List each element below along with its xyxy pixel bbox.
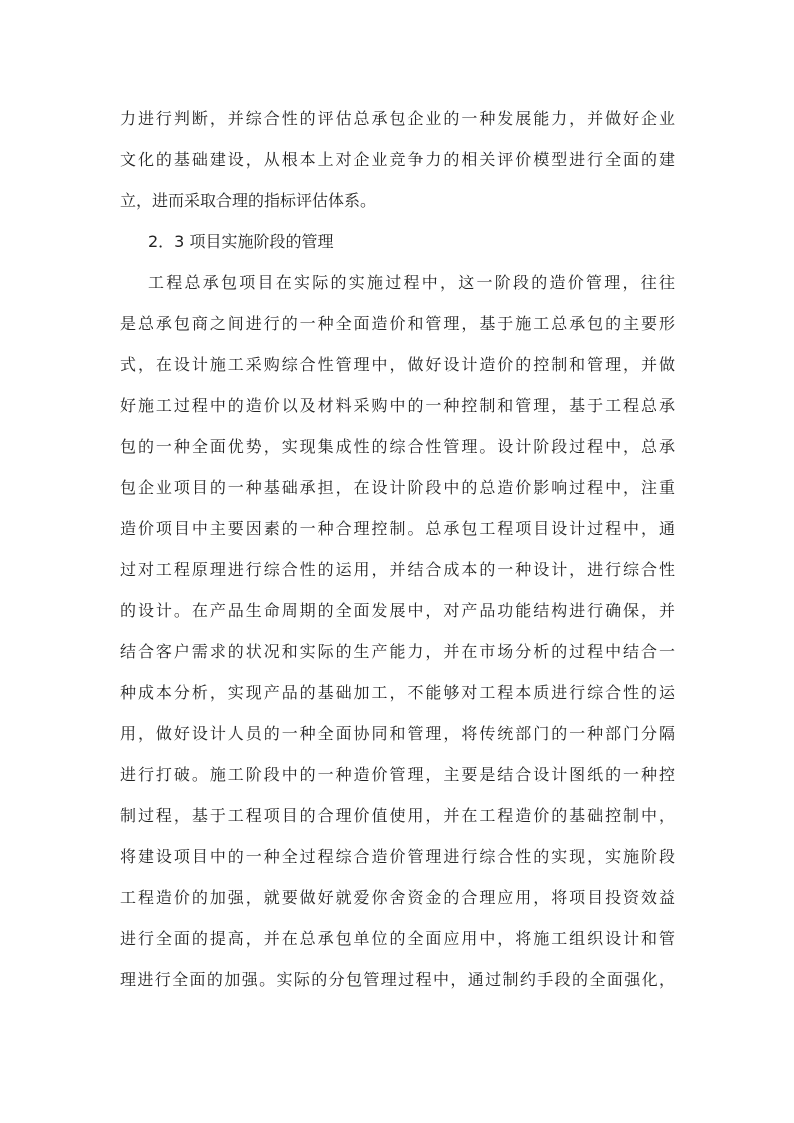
paragraph-line: 包的一种全面优势，实现集成性的综合性管理。设计阶段过程中，总承 [120,437,675,456]
paragraph-line: 进行打破。施工阶段中的一种造价管理，主要是结合设计图纸的一种控 [120,765,675,784]
paragraph-line: 工程总承包项目在实际的实施过程中，这一阶段的造价管理，往往 [148,273,675,292]
paragraph-line: 是总承包商之间进行的一种全面造价和管理，基于施工总承包的主要形 [120,314,675,333]
paragraph-line: 制过程，基于工程项目的合理价值使用，并在工程造价的基础控制中， [120,806,675,825]
paragraph-line: 结合客户需求的状况和实际的生产能力，并在市场分析的过程中结合一 [120,642,675,661]
paragraph-line: 理进行全面的加强。实际的分包管理过程中，通过制约手段的全面强化， [120,970,675,989]
paragraph-line: 种成本分析，实现产品的基础加工，不能够对工程本质进行综合性的运 [120,683,675,702]
paragraph-line: 造价项目中主要因素的一种合理控制。总承包工程项目设计过程中，通 [120,519,675,538]
paragraph-line: 包企业项目的一种基础承担，在设计阶段中的总造价影响过程中，注重 [120,478,675,497]
paragraph-line: 过对工程原理进行综合性的运用，并结合成本的一种设计，进行综合性 [120,560,675,579]
paragraph-line: 式，在设计施工采购综合性管理中，做好设计造价的控制和管理，并做 [120,355,675,374]
paragraph-line: 用，做好设计人员的一种全面协同和管理，将传统部门的一种部门分隔 [120,724,675,743]
paragraph-line: 好施工过程中的造价以及材料采购中的一种控制和管理，基于工程总承 [120,396,675,415]
paragraph-line: 工程造价的加强，就要做好就爱你舍资金的合理应用，将项目投资效益 [120,888,675,907]
paragraph-line: 的设计。在产品生命周期的全面发展中，对产品功能结构进行确保，并 [120,601,675,620]
paragraph-line: 力进行判断，并综合性的评估总承包企业的一种发展能力，并做好企业 [120,109,675,128]
paragraph-line: 进行全面的提高，并在总承包单位的全面应用中，将施工组织设计和管 [120,929,675,948]
section-heading: 2．3 项目实施阶段的管理 [148,232,334,251]
paragraph-line: 文化的基础建设，从根本上对企业竞争力的相关评价模型进行全面的建 [120,150,675,169]
paragraph-line: 立，进而采取合理的指标评估体系。 [120,191,377,210]
paragraph-line: 将建设项目中的一种全过程综合造价管理进行综合性的实现，实施阶段 [120,847,675,866]
